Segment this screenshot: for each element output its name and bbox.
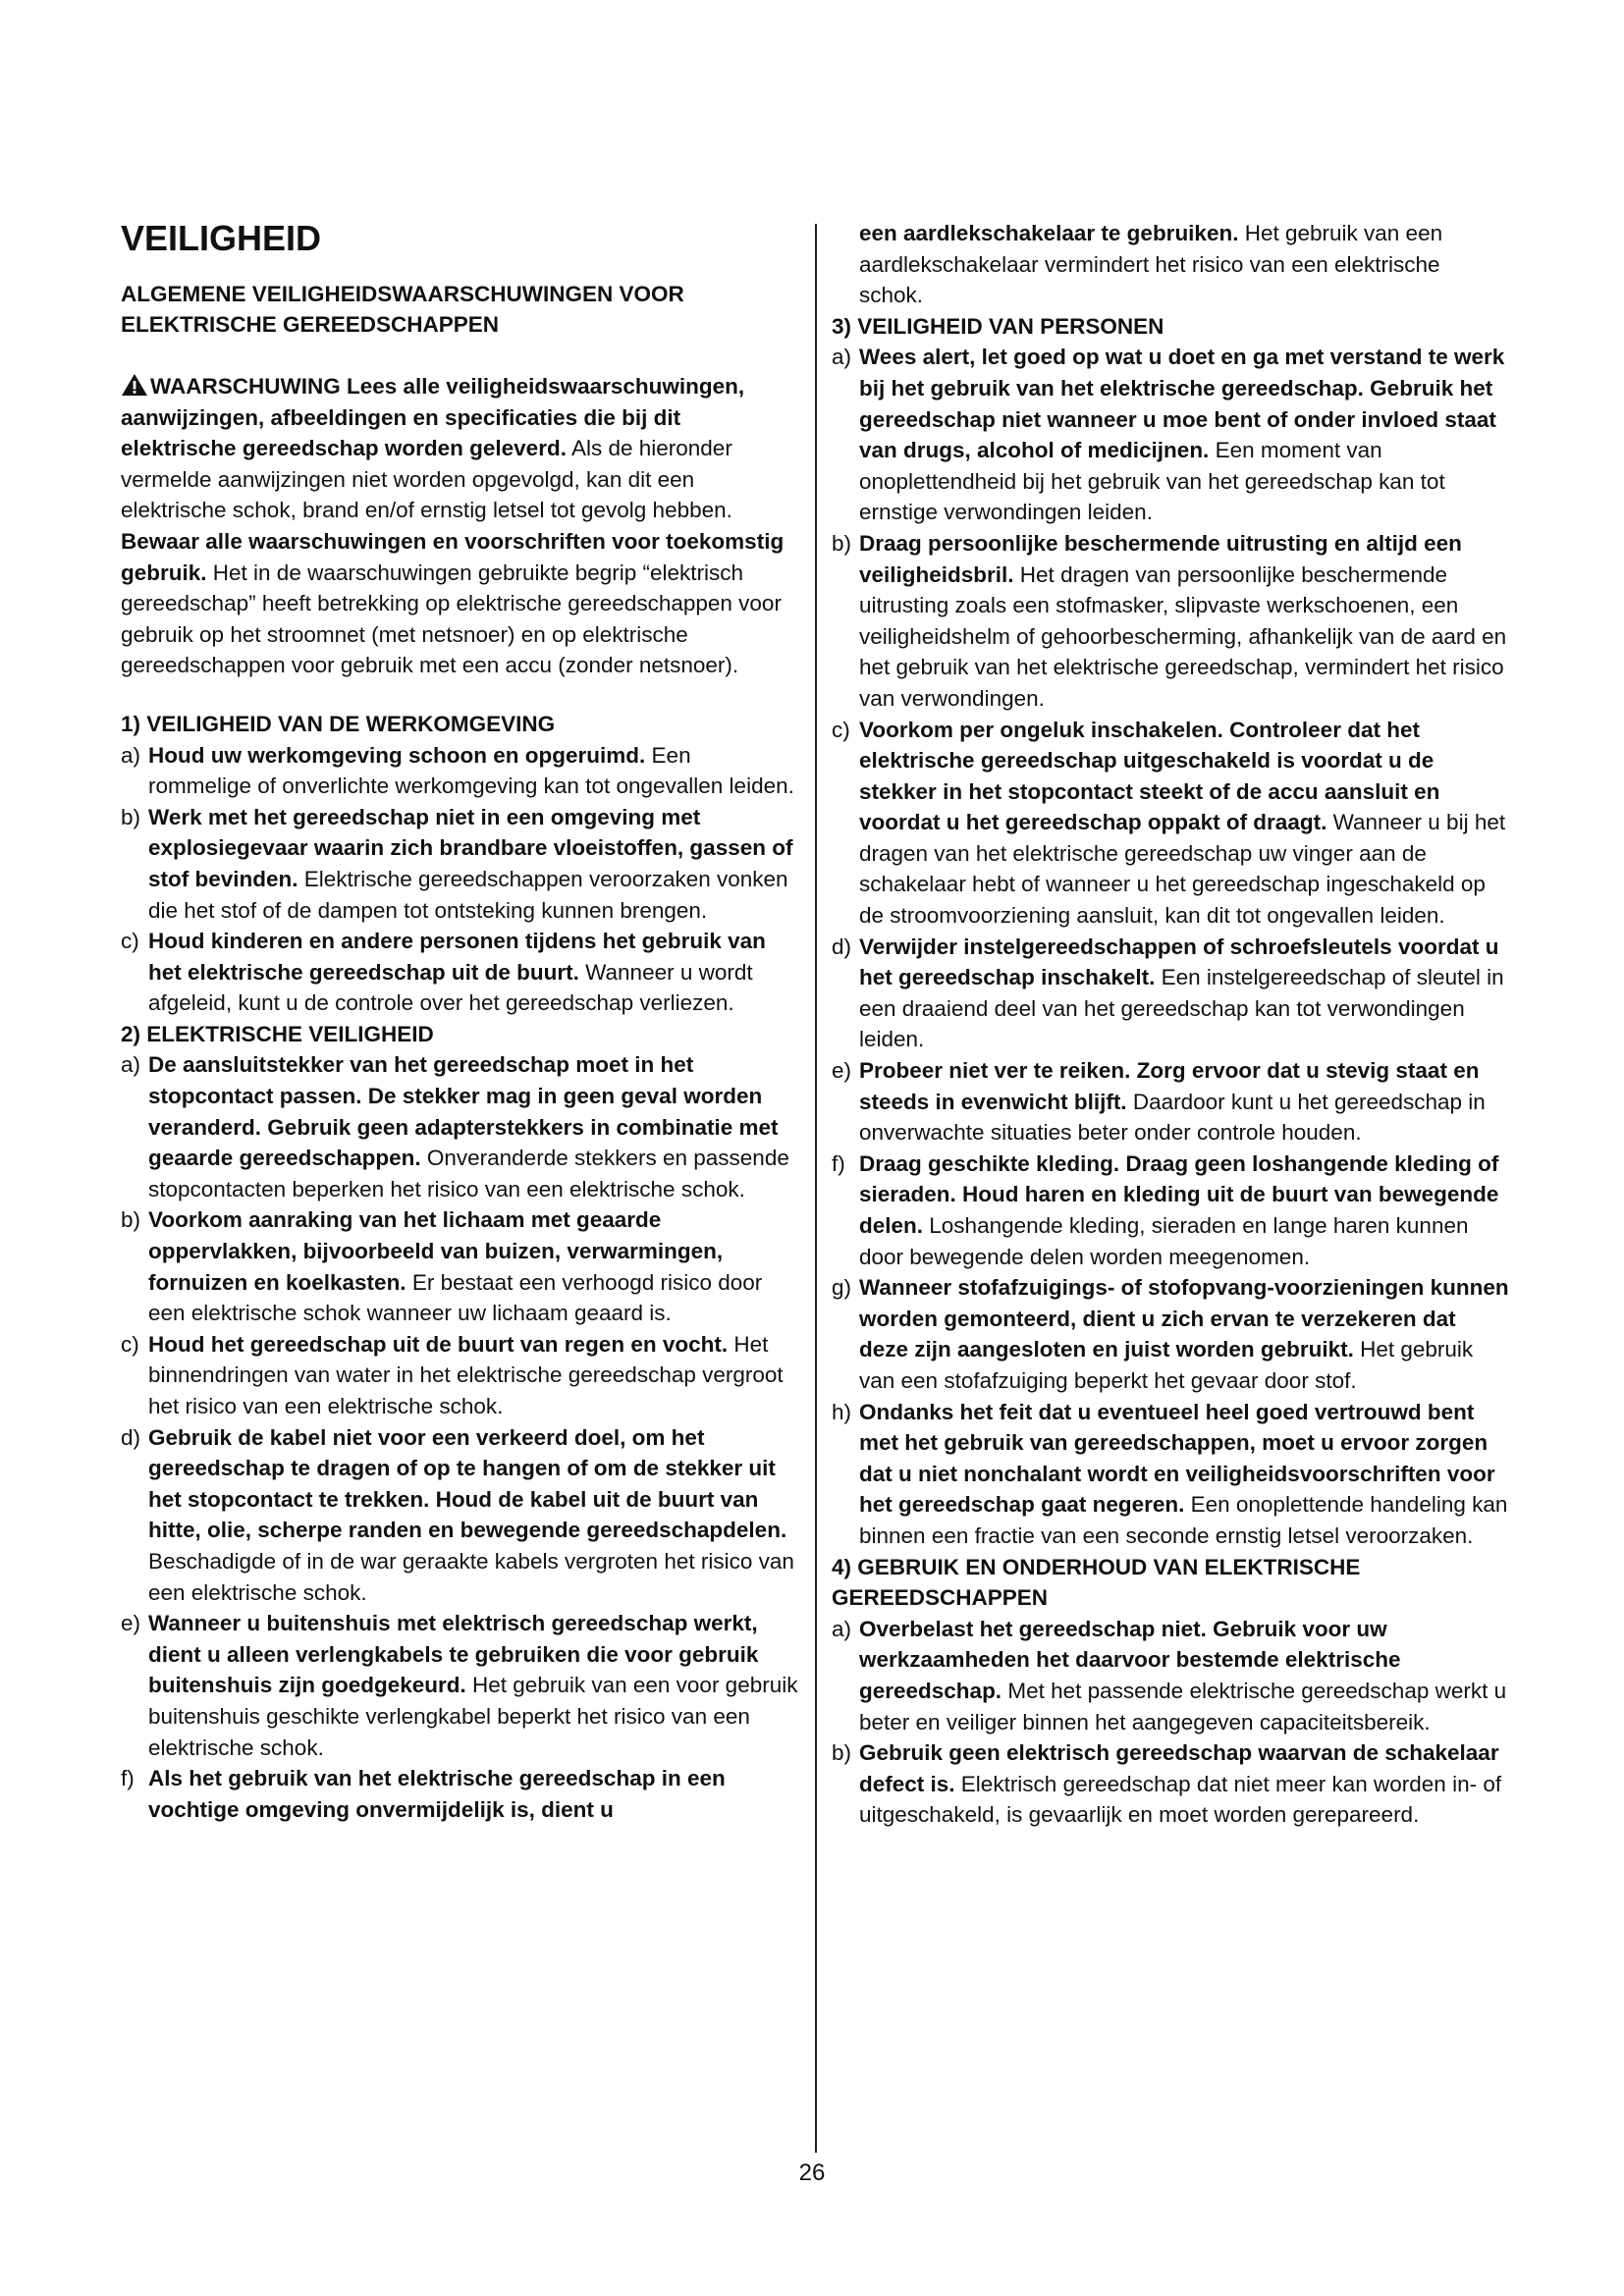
item-bold: Gebruik de kabel niet voor een verkeerd doel, om het gereedschap te dragen of op te hangen of om de stekker uit het stopcontact te trekken. Houd de kabel uit de buurt van hitte, olie, scherpe randen en bewegende gereedschapdelen. (148, 1424, 787, 1543)
warning-bold-1: WAARSCHUWING Lees alle veiligheidswaarschuwingen, aanwijzingen, afbeeldingen en specificaties die bij dit elektrische gereedschap worden geleverd. (121, 374, 745, 461)
item-label: a) (121, 1052, 141, 1078)
item-text: Met het passende elektrische gereedschap werkt u beter en veiliger binnen het aangegeven capaciteitsbereik. (859, 1678, 1507, 1735)
right-column (832, 218, 1509, 1831)
item-text: Het gebruik van een aardlekschakelaar vermindert het risico van een elektrische schok. (859, 221, 1443, 308)
item-bold: Probeer niet ver te reiken. Zorg ervoor dat u stevig staat en steeds in evenwicht blijft. (859, 1058, 1480, 1114)
list-item (832, 1272, 1509, 1396)
list-item (121, 740, 798, 802)
item-text: Het gebruik van een voor gebruik buitenshuis geschikte verlengkabel beperkt het risico van een elektrische schok. (148, 1673, 798, 1760)
item-text: Een rommelige of onverlichte werkomgeving kan tot ongevallen leiden. (148, 742, 794, 799)
warning-text-2: Het in de waarschuwingen gebruikte begrip “elektrisch gereedschap” heeft betrekking op elektrische gereedschappen voor gebruik op het stroomnet (met netsnoer) en op elektrische gereedschappen voor gebruik met een accu (zonder netsnoer). (121, 560, 782, 678)
list-item (832, 342, 1509, 528)
item-bold: Als het gebruik van het elektrische gereedschap in een vochtige omgeving onvermijdelijk is, dient u (148, 1766, 726, 1822)
item-bold: Overbelast het gereedschap niet. Gebruik voor uw werkzaamheden het daarvoor bestemde elektrische gereedschap. (859, 1616, 1401, 1703)
list-item (121, 926, 798, 1019)
item-bold: Ondanks het feit dat u eventueel heel goed vertrouwd bent met het gebruik van gereedschappen, moet u ervoor zorgen dat u niet nonchalant wordt en veiligheidsvoorschriften voor het gereedschap gaat negeren. (859, 1399, 1495, 1518)
item-label: e) (832, 1058, 852, 1084)
item-bold: Voorkom aanraking van het lichaam met geaarde oppervlakken, bijvoorbeeld van buizen, verwarmingen, fornuizen en koelkasten. (148, 1207, 724, 1295)
item-bold: Voorkom per ongeluk inschakelen. Controleer dat het elektrische gereedschap uitgeschakeld is voordat u de stekker in het stopcontact steekt of de accu aansluit en voordat u het gereedschap oppakt of draagt. (859, 717, 1440, 835)
item-bold: Houd kinderen en andere personen tijdens het gebruik van het elektrische gereedschap uit de buurt. (148, 929, 766, 985)
list-item (832, 1397, 1509, 1552)
list-item (832, 1148, 1509, 1272)
section-heading-1: 1) VEILIGHEID VAN DE WERKOMGEVING (121, 711, 556, 736)
item-label: d) (121, 1424, 141, 1450)
section-heading-3: 3) VEILIGHEID VAN PERSONEN (832, 313, 1164, 339)
item-bold: Draag persoonlijke beschermende uitrusting en altijd een veiligheidsbril. (859, 530, 1462, 587)
item-bold: Houd het gereedschap uit de buurt van regen en vocht. (148, 1331, 729, 1357)
item-text: Het gebruik van een stofafzuiging beperkt het gevaar door stof. (859, 1337, 1474, 1393)
warning-triangle-icon (121, 373, 148, 397)
item-text: Het dragen van persoonlijke beschermende uitrusting zoals een stofmasker, slipvaste werkschoenen, een veiligheidshelm of gehoorbescherming, afhankelijk van de aard en het gebruik van het elektrische gereedschap, vermindert het risico van verwondingen. (859, 561, 1507, 711)
item-text: Wanneer u wordt afgeleid, kunt u de controle over het gereedschap verliezen. (148, 959, 753, 1016)
item-bold: een aardlekschakelaar te gebruiken. (859, 221, 1239, 245)
list-item-continuation (832, 218, 1509, 311)
list-item (121, 1608, 798, 1763)
list-item (832, 1614, 1509, 1737)
item-text: Beschadigde of in de war geraakte kabels vergroten het risico van een elektrische schok. (148, 1548, 794, 1605)
section-subtitle: ALGEMENE VEILIGHEIDSWAARSCHUWINGEN VOOR ELEKTRISCHE GEREEDSCHAPPEN (121, 282, 684, 337)
item-label: d) (832, 934, 852, 959)
list-item (832, 932, 1509, 1055)
list-item (832, 1737, 1509, 1831)
section-heading-2: 2) ELEKTRISCHE VEILIGHEID (121, 1021, 434, 1046)
warning-bold-2: Bewaar alle waarschuwingen en voorschriften voor toekomstig gebruik. (121, 528, 785, 585)
warning-text-1: Als de hieronder vermelde aanwijzingen niet worden opgevolgd, kan dit een elektrische schok, brand en/of ernstig letsel tot gevolg hebben. (121, 436, 732, 523)
list-item (121, 1049, 798, 1204)
item-text: Wanneer u bij het dragen van het elektrische gereedschap uw vinger aan de schakelaar hebt of wanneer u het gereedschap ingeschakeld op de stroomvoorziening aansluit, kan dit tot ongevallen leiden. (859, 810, 1506, 929)
column-divider (815, 224, 817, 2153)
item-text: Het binnendringen van water in het elektrische gereedschap vergroot het risico van een elektrische schok. (148, 1331, 784, 1418)
item-bold: Verwijder instelgereedschappen of schroefsleutels voordat u het gereedschap inschakelt. (859, 934, 1499, 990)
item-label: e) (121, 1611, 141, 1636)
item-bold: Draag geschikte kleding. Draag geen loshangende kleding of sieraden. Houd haren en kleding uit de buurt van bewegende delen. (859, 1150, 1499, 1238)
item-bold: Houd uw werkomgeving schoon en opgeruimd. (148, 742, 646, 768)
item-label: g) (832, 1275, 852, 1301)
section-heading-4: 4) GEBRUIK EN ONDERHOUD VAN ELEKTRISCHE GEREEDSCHAPPEN (832, 1554, 1361, 1611)
list-item (832, 1055, 1509, 1148)
item-label: a) (832, 1616, 852, 1641)
item-label: c) (832, 717, 850, 742)
item-bold: Wanneer u buitenshuis met elektrisch gereedschap werkt, dient u alleen verlengkabels te gebruiken die voor gebruik buitenshuis zijn goedgekeurd. (148, 1611, 759, 1698)
page-title: VEILIGHEID (121, 218, 322, 258)
list-item (121, 1204, 798, 1328)
item-label: a) (832, 345, 852, 370)
item-label: a) (121, 742, 141, 768)
item-bold: Gebruik geen elektrisch gereedschap waarvan de schakelaar defect is. (859, 1740, 1499, 1796)
item-text: Elektrische gereedschappen veroorzaken vonken die het stof of de dampen tot ontsteking kunnen brengen. (148, 866, 788, 923)
item-bold: Wees alert, let goed op wat u doet en ga met verstand te werk bij het gebruik van het elektrische gereedschap. Gebruik het gereedschap niet wanneer u moe bent of onder invloed staat van drugs, alcohol of medicijnen. (859, 345, 1505, 463)
item-label: f) (832, 1150, 845, 1176)
list-item (832, 528, 1509, 715)
item-label: b) (832, 1740, 852, 1766)
item-label: b) (832, 530, 852, 556)
item-text: Een moment van onoplettendheid bij het gebruik van het gereedschap kan tot ernstige verwondingen leiden. (859, 438, 1445, 525)
item-label: h) (832, 1399, 852, 1424)
item-label: b) (121, 1207, 141, 1233)
list-item (832, 715, 1509, 932)
item-label: f) (121, 1766, 135, 1791)
list-item (121, 802, 798, 926)
list-item (121, 1329, 798, 1422)
item-bold: De aansluitstekker van het gereedschap moet in het stopcontact passen. De stekker mag in geen geval worden veranderd. Gebruik geen adapterstekkers in combinatie met geaarde gereedschappen. (148, 1052, 779, 1171)
item-label: c) (121, 929, 139, 954)
item-text: Er bestaat een verhoogd risico door een elektrische schok wanneer uw lichaam geaard is. (148, 1269, 763, 1326)
item-text: Elektrisch gereedschap dat niet meer kan worden in- of uitgeschakeld, is gevaarlijk en moet worden gerepareerd. (859, 1771, 1502, 1828)
item-text: Daardoor kunt u het gereedschap in onverwachte situaties beter onder controle houden. (859, 1089, 1486, 1146)
list-item (121, 1422, 798, 1609)
item-bold: Werk met het gereedschap niet in een omgeving met explosiegevaar waarin zich brandbare vloeistoffen, gassen of stof bevinden. (148, 804, 793, 891)
item-text: Onveranderde stekkers en passende stopcontacten beperken het risico van een elektrische schok. (148, 1146, 789, 1201)
item-text: Loshangende kleding, sieraden en lange haren kunnen door bewegende delen worden meegenomen. (859, 1213, 1469, 1269)
item-text: Een instelgereedschap of sleutel in een draaiend deel van het gereedschap kan tot verwondingen leiden. (859, 965, 1504, 1052)
page-number: 26 (798, 2160, 826, 2186)
item-label: c) (121, 1331, 139, 1357)
list-item (121, 1763, 798, 1825)
warning-paragraph (121, 371, 798, 681)
item-text: Een onoplettende handeling kan binnen een fractie van een seconde ernstig letsel veroorzaken. (859, 1492, 1508, 1548)
item-bold: Wanneer stofafzuigings- of stofopvang-voorzieningen kunnen worden gemonteerd, dient u zich ervan te verzekeren dat deze zijn aangesloten en juist worden gebruikt. (859, 1275, 1509, 1362)
left-column (121, 218, 798, 1825)
item-label: b) (121, 804, 141, 829)
